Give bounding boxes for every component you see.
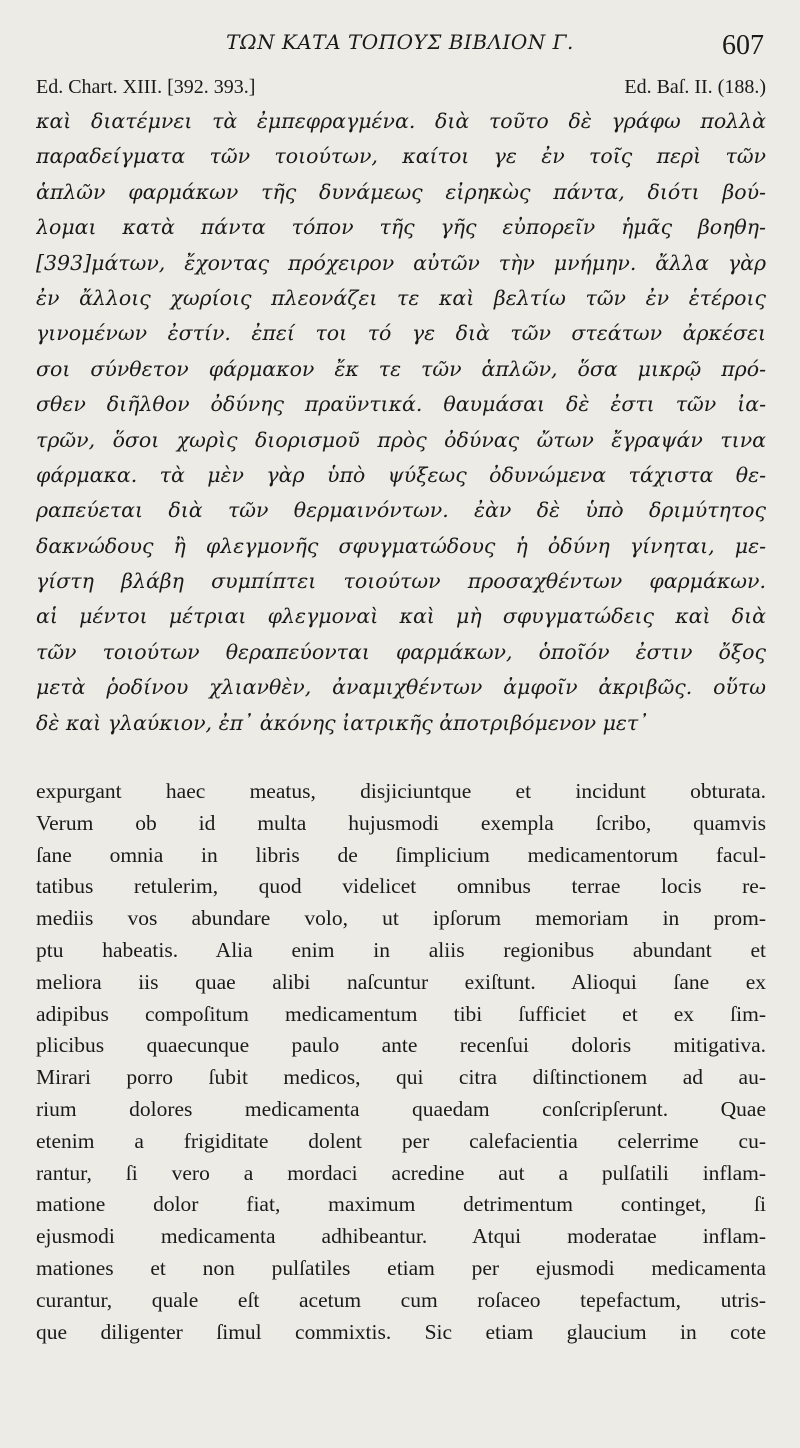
- greek-text-line: γινομένων ἐστίν. ἐπεί τοι τό γε διὰ τῶν στεάτων ἀρκέσει: [36, 321, 766, 346]
- greek-text-line: ἁπλῶν φαρμάκων τῆς δυνάμεως εἰρηκὼς πάντα, διότι βού-: [36, 179, 766, 204]
- greek-text-line: σθεν διῆλθον ὀδύνης πραϋντικά. θαυμάσαι δὲ ἐστι τῶν ἰα-: [36, 392, 766, 417]
- greek-text-line: τρῶν, ὅσοι χωρὶς διορισμοῦ πρὸς ὀδύνας ὤτων ἔγραψάν τινα: [36, 427, 766, 452]
- greek-text-line: μετὰ ῥοδίνου χλιανθὲν, ἀναμιχθέντων ἀμφοῖν ἀκριβῶς. οὕτω: [36, 675, 766, 700]
- latin-text-line: tatibus retulerim, quod videlicet omnibus terrae locis re-: [36, 874, 766, 899]
- greek-text-line: αἱ μέντοι μέτριαι φλεγμοναὶ καὶ μὴ σφυγματώδεις καὶ διὰ: [36, 604, 766, 629]
- greek-text-line: τῶν τοιούτων θεραπεύονται φαρμάκων, ὁποῖόν ἐστιν ὄξος: [36, 639, 766, 664]
- latin-text-line: expurgant haec meatus, disjiciuntque et incidunt obturata.: [36, 779, 766, 803]
- latin-text-line: ptu habeatis. Alia enim in aliis regionibus abundant et: [36, 937, 766, 962]
- edition-reference-left: Ed. Chart. XIII. [392. 393.]: [36, 76, 256, 98]
- latin-text-line: curantur, quale eſt acetum cum roſaceo tepefactum, utris-: [36, 1287, 766, 1312]
- latin-text-line: adipibus compoſitum medicamentum tibi ſufficiet et ex ſim-: [36, 1001, 766, 1026]
- latin-text-line: ſane omnia in libris de ſimplicium medicamentorum facul-: [36, 842, 766, 867]
- edition-reference-right: Ed. Baſ. II. (188.): [624, 76, 766, 98]
- latin-text-line: que diligenter ſimul commixtis. Sic etiam glaucium in cote: [36, 1319, 766, 1344]
- latin-text-line: etenim a frigiditate dolent per calefacientia celerrime cu-: [36, 1128, 766, 1153]
- greek-text-block: [36, 104, 766, 741]
- latin-text-line: ejusmodi medicamenta adhibeantur. Atqui moderatae inflam-: [36, 1224, 766, 1249]
- latin-text-line: mediis vos abundare volo, ut ipſorum memoriam in prom-: [36, 906, 766, 931]
- latin-text-block: [36, 776, 766, 1348]
- latin-text-line: plicibus quaecunque paulo ante recenſui doloris mitigativa.: [36, 1033, 766, 1058]
- greek-text-line: γίστη βλάβη συμπίπτει τοιούτων προσαχθέντων φαρμάκων.: [36, 569, 766, 594]
- greek-text-line: δὲ καὶ γλαύκιον, ἐπ᾽ ἀκόνης ἰατρικῆς ἀποτριβόμενον μετ᾽: [36, 710, 649, 735]
- greek-text-line: ἐν ἄλλοις χωρίοις πλεονάζει τε καὶ βελτίω τῶν ἐν ἑτέροις: [36, 285, 766, 310]
- latin-text-line: rantur, ſi vero a mordaci acredine aut a pulſatili inflam-: [36, 1160, 766, 1185]
- greek-text-line: σοι σύνθετον φάρμακον ἔκ τε τῶν ἁπλῶν, ὅσα μικρῷ πρό-: [36, 356, 766, 381]
- greek-text-line: λομαι κατὰ πάντα τόπον τῆς γῆς εὐπορεῖν ἡμᾶς βοηθη-: [36, 215, 766, 240]
- greek-text-line: [393]μάτων, ἔχοντας πρόχειρον αὐτῶν τὴν μνήμην. ἄλλα γὰρ: [36, 250, 766, 275]
- greek-text-line: παραδείγματα τῶν τοιούτων, καίτοι γε ἐν τοῖς περὶ τῶν: [36, 144, 766, 169]
- latin-text-line: meliora iis quae alibi naſcuntur exiſtunt. Alioqui ſane ex: [36, 969, 766, 994]
- latin-text-line: rium dolores medicamenta quaedam conſcripſerunt. Quae: [36, 1096, 766, 1121]
- latin-text-line: mationes et non pulſatiles etiam per ejusmodi medicamenta: [36, 1255, 766, 1280]
- greek-text-line: φάρμακα. τὰ μὲν γὰρ ὑπὸ ψύξεως ὀδυνώμενα τάχιστα θε-: [36, 462, 766, 487]
- latin-text-line: Mirari porro ſubit medicos, qui citra diſtinctionem ad au-: [36, 1065, 766, 1090]
- latin-text-line: Verum ob id multa hujusmodi exempla ſcribo, quamvis: [36, 810, 766, 835]
- greek-text-line: δακνώδους ἢ φλεγμονῆς σφυγματώδους ἡ ὀδύνη γίνηται, με-: [36, 533, 766, 558]
- greek-text-line: καὶ διατέμνει τὰ ἐμπεφραγμένα. διὰ τοῦτο δὲ γράφω πολλὰ: [36, 109, 766, 133]
- running-title: ΤΩΝ ΚΑΤΑ ΤΟΠΟΥΣ ΒΙΒΛΙΟΝ Γ.: [226, 30, 574, 54]
- page-number: 607: [722, 30, 764, 61]
- greek-text-line: ραπεύεται διὰ τῶν θερμαινόντων. ἐὰν δὲ ὑπὸ δριμύτητος: [36, 498, 766, 523]
- latin-text-line: matione dolor fiat, maximum detrimentum continget, ſi: [36, 1192, 766, 1217]
